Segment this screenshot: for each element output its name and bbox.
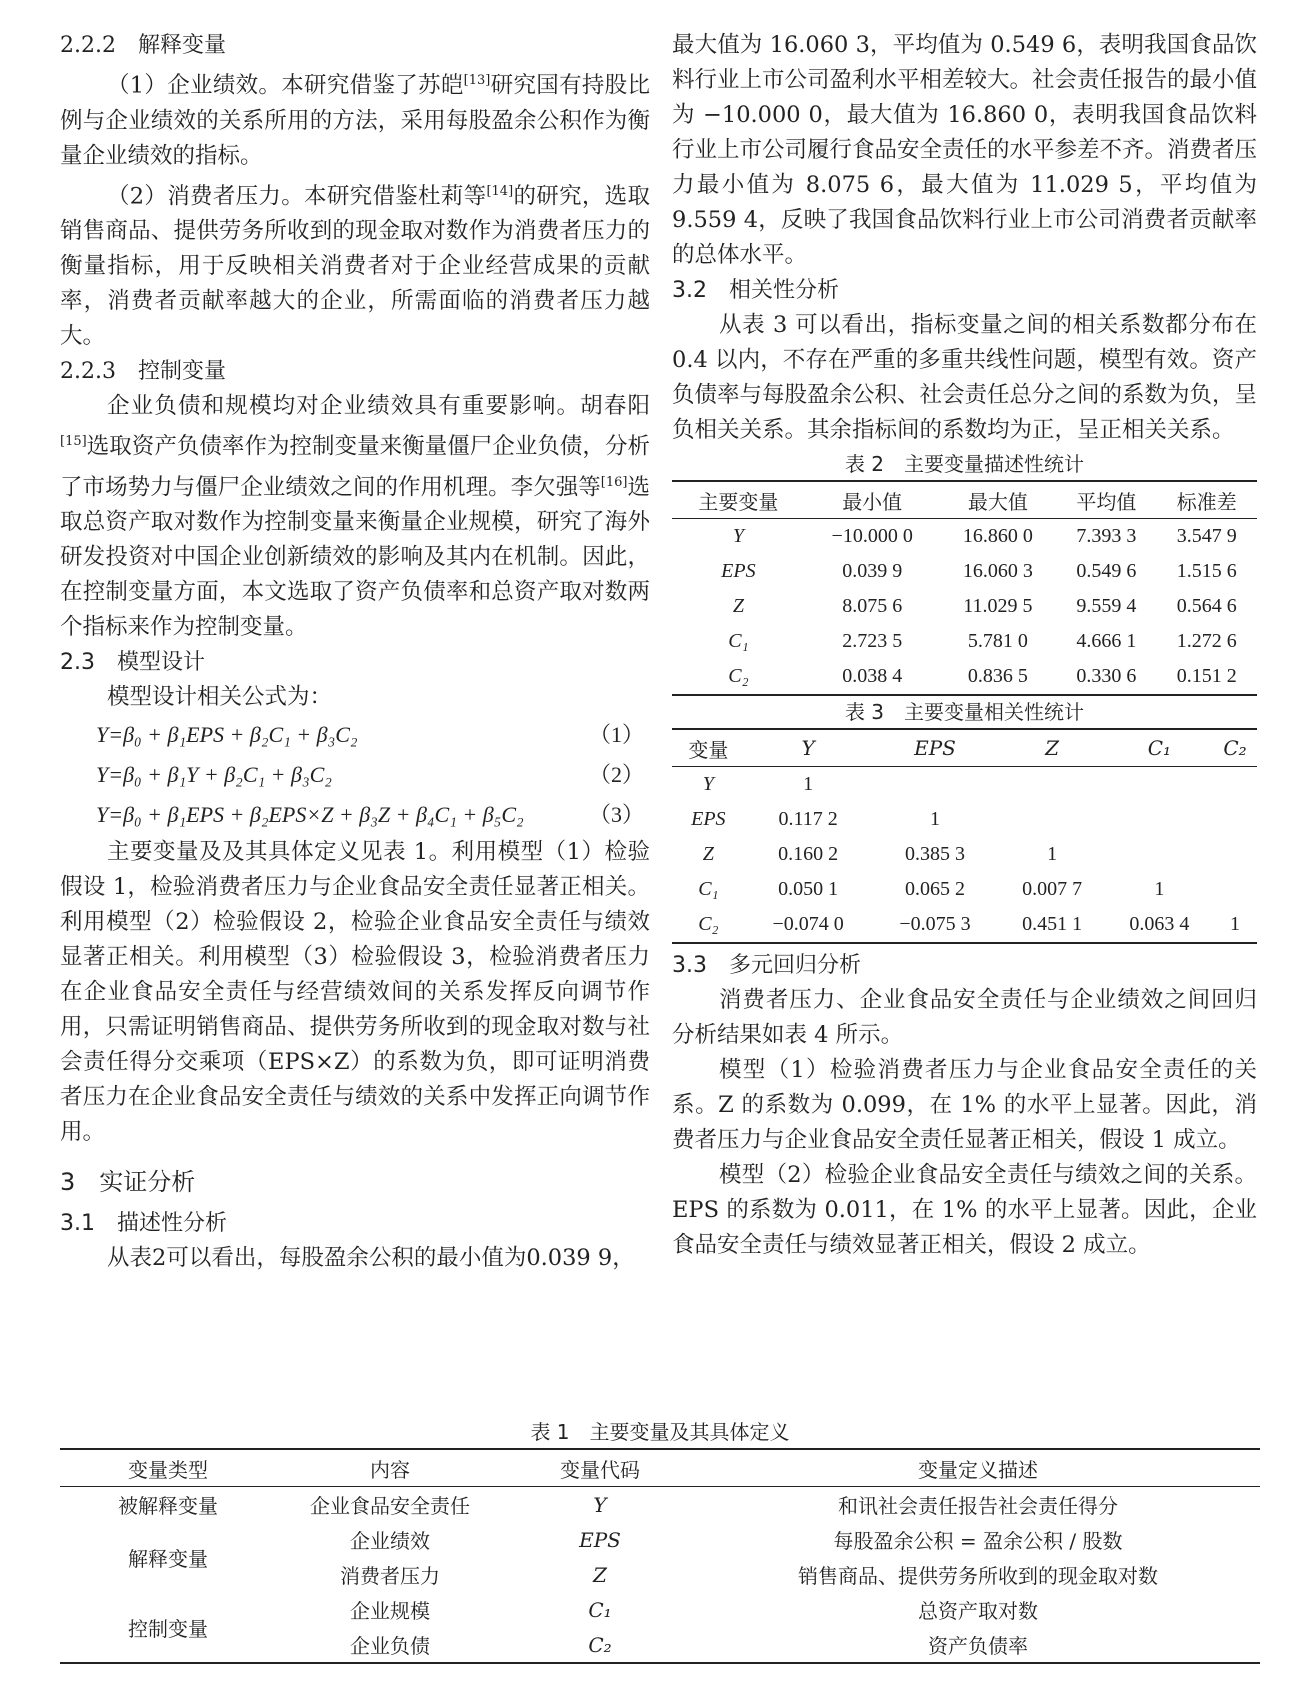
- table-cell: 1.272 6: [1176, 630, 1237, 652]
- table-cell: C₁: [588, 1597, 612, 1622]
- table-cell: EPS: [579, 1527, 621, 1552]
- variable-type-cell: 被解释变量: [118, 1494, 218, 1518]
- table-cell: [998, 767, 1105, 803]
- heading-3-3: 3.3 多元回归分析: [672, 953, 861, 978]
- table-cell: 1: [1230, 913, 1241, 935]
- table-cell: 和讯社会责任报告社会责任得分: [838, 1494, 1118, 1518]
- table1-caption: 表 1 主要变量及其具体定义: [530, 1420, 790, 1444]
- text: 企业负债和规模均对企业绩效具有重要影响。胡春阳: [107, 393, 650, 419]
- citation: [14]: [486, 183, 514, 199]
- table-cell: 0.063 4: [1129, 913, 1190, 935]
- table-cell: 1.515 6: [1176, 560, 1237, 582]
- table-cell: 0.050 1: [778, 878, 839, 900]
- table-cell: C₂: [728, 665, 749, 687]
- column-header: 最大值: [940, 481, 1057, 519]
- heading-3-2: 3.2 相关性分析: [672, 278, 839, 303]
- text: 选取总资产取对数作为控制变量来衡量企业规模，研究了海外研发投资对中国企业创新绩效的影响及其内在机制。因此，在控制变量方面，本文选取了资产负债率和总资产取对数两个指标来作为控制变量。: [60, 474, 650, 640]
- table-cell: 1: [1154, 878, 1165, 900]
- table-row: [672, 554, 1257, 589]
- citation: [13]: [463, 73, 491, 88]
- table-cell: C₁: [728, 630, 749, 652]
- table-cell: 5.781 0: [967, 630, 1028, 652]
- table-cell: 16.860 0: [962, 525, 1033, 547]
- table-cell: 1: [1047, 843, 1058, 865]
- table-cell: 0.039 9: [842, 560, 903, 582]
- table-row: [672, 767, 1257, 803]
- table-cell: EPS: [721, 560, 756, 582]
- table-cell: Y: [593, 1492, 607, 1517]
- table1: [60, 1448, 1260, 1664]
- table-cell: 0.065 2: [904, 878, 965, 900]
- text: 的研究，选取销售商品、提供劳务所收到的现金取对数作为消费者压力的衡量指标，用于反映相关消费者对于企业经营成果的贡献率，消费者贡献率越大的企业，所需面临的消费者压力越大。: [60, 183, 650, 349]
- table-row: [672, 659, 1257, 695]
- heading-3: 3 实证分析: [60, 1168, 196, 1196]
- column-header: Y: [745, 729, 872, 767]
- table-cell: 0.549 6: [1076, 560, 1137, 582]
- table-cell: −0.075 3: [899, 913, 971, 935]
- table-cell: C₂: [698, 913, 719, 935]
- table-cell: 企业规模: [350, 1599, 430, 1623]
- table-row: [672, 907, 1257, 943]
- table-cell: EPS: [691, 808, 726, 830]
- paragraph-model-2: 模型（2）检验企业食品安全责任与绩效之间的关系。EPS 的系数为 0.011，在 1% 的水平上显著。因此，企业食品安全责任与绩效显著正相关，假设 2 成立。: [672, 1162, 1257, 1258]
- table-cell: [1106, 837, 1213, 872]
- table-row: [672, 589, 1257, 624]
- paragraph-correlation: 从表 3 可以看出，指标变量之间的相关系数都分布在 0.4 以内，不存在严重的多重共线性问题，模型有效。资产负债率与每股盈余公积、社会责任总分之间的系数为负，呈负相关关系。其余指标间的系数均为正，呈正相关关系。: [672, 312, 1258, 443]
- table-cell: 企业负债: [350, 1634, 430, 1658]
- table-cell: 企业食品安全责任: [310, 1494, 470, 1518]
- table-cell: 0.151 2: [1176, 665, 1237, 687]
- table-row: [672, 624, 1257, 659]
- table2: [672, 480, 1257, 696]
- table-header-row: [672, 729, 1257, 767]
- table-cell: [872, 767, 999, 803]
- column-header: EPS: [872, 729, 999, 767]
- table-cell: 0.451 1: [1022, 913, 1083, 935]
- paragraph-hypotheses: 主要变量及及其具体定义见表 1。利用模型（1）检验假设 1，检验消费者压力与企业食品安全责任显著正相关。利用模型（2）检验假设 2，检验企业食品安全责任与绩效显著正相关。利用模型（3）检验假设 3，检验消费者压力在企业食品安全责任与经营绩效间的关系发挥反向调节作用，只需证明销售商品、提供劳务所收到的现金取对数与社会责任得分交乘项（EPS×Z）的系数为负，即可证明消费者压力在企业食品安全责任与绩效的关系中发挥正向调节作用。: [60, 839, 650, 1145]
- table-cell: Y: [732, 525, 744, 547]
- equation-text: Y=β₀ + β₁EPS + β₂EPS×Z + β₃Z + β₄C₁ + β₅C₂: [96, 802, 524, 827]
- table-cell: C₂: [588, 1632, 612, 1657]
- equation-text: Y=β₀ + β₁EPS + β₂C₁ + β₃C₂: [96, 722, 358, 747]
- table-cell: 0.038 4: [842, 665, 903, 687]
- table-cell: [1106, 802, 1213, 837]
- equation-number: （3）: [588, 802, 644, 827]
- table-cell: 1: [929, 808, 940, 830]
- table-cell: Y: [702, 773, 714, 795]
- paragraph-model-intro: 模型设计相关公式为：: [107, 684, 333, 710]
- table-cell: 每股盈余公积 = 盈余公积 / 股数: [833, 1529, 1123, 1553]
- equation-1: [60, 715, 650, 755]
- text: 选取资产负债率作为控制变量来衡量僵尸企业负债，分析了市场势力与僵尸企业绩效之间的作用机理。李欠强等: [60, 433, 650, 500]
- column-header: C₁: [1106, 729, 1213, 767]
- table3: [672, 728, 1257, 944]
- table1-block: [60, 1416, 1260, 1664]
- equation-2: [60, 755, 650, 795]
- paragraph-control-variables: [60, 389, 650, 645]
- paragraph-firm-performance: [60, 63, 650, 174]
- column-header: 变量: [672, 729, 745, 767]
- table-header-row: [60, 1449, 1260, 1487]
- table-cell: 0.385 3: [904, 843, 965, 865]
- table-cell: [1213, 767, 1257, 803]
- paragraph-descriptive-cont: 最大值为 16.060 3，平均值为 0.549 6，表明我国食品饮料行业上市公司盈利水平相差较大。社会责任报告的最小值为 −10.000 0，最大值为 16.860 0，表明我国食品饮料行业上市公司履行食品安全责任的水平参差不齐。消费者压力最小值为 8.075 6，最大值为 11.029 5，平均值为 9.559 4，反映了我国食品饮料行业上市公司消费者贡献率的总体水平。: [672, 32, 1258, 268]
- column-header: 变量定义描述: [696, 1449, 1260, 1487]
- table-cell: C₁: [698, 878, 719, 900]
- column-header: 最小值: [805, 481, 940, 519]
- column-header: Z: [998, 729, 1105, 767]
- table-cell: [1213, 802, 1257, 837]
- table-row: [60, 1487, 1260, 1523]
- text: 研究国有持股比例与企业绩效的关系所用的方法，采用每股盈余公积作为衡量企业绩效的指标。: [60, 72, 650, 169]
- table-row: [60, 1592, 1260, 1627]
- column-header: 标准差: [1157, 481, 1257, 519]
- table-cell: Z: [593, 1562, 607, 1587]
- table-row: [672, 802, 1257, 837]
- paragraph-consumer-pressure: [60, 174, 650, 355]
- table-cell: Z: [732, 595, 744, 617]
- table-cell: [1106, 767, 1213, 803]
- table-cell: 3.547 9: [1176, 525, 1237, 547]
- table-cell: 0.160 2: [778, 843, 839, 865]
- variable-type-cell: 控制变量: [128, 1616, 208, 1641]
- column-header: 变量类型: [60, 1449, 276, 1487]
- table-cell: [1213, 872, 1257, 907]
- table-cell: 8.075 6: [842, 595, 903, 617]
- table-row: [672, 837, 1257, 872]
- citation: [15]: [60, 434, 87, 449]
- equation-number: （1）: [588, 722, 644, 747]
- table-cell: 4.666 1: [1076, 630, 1137, 652]
- variable-type-cell: 解释变量: [128, 1546, 208, 1571]
- column-header: 平均值: [1056, 481, 1156, 519]
- table-cell: 0.330 6: [1076, 665, 1137, 687]
- table-cell: 总资产取对数: [918, 1599, 1038, 1623]
- column-header: 内容: [276, 1449, 504, 1487]
- table-cell: 销售商品、提供劳务所收到的现金取对数: [798, 1564, 1158, 1588]
- right-column: [672, 28, 1257, 1263]
- table-cell: 16.060 3: [962, 560, 1033, 582]
- text: （1）企业绩效。本研究借鉴了苏皑: [107, 72, 464, 99]
- heading-2-2-3: 2.2.3 控制变量: [60, 359, 226, 384]
- table-cell: 0.117 2: [778, 808, 838, 830]
- equation-number: （2）: [588, 762, 644, 787]
- table-cell: 资产负债率: [928, 1634, 1028, 1658]
- table-cell: Z: [702, 843, 714, 865]
- text: （2）消费者压力。本研究借鉴杜莉等: [107, 183, 487, 209]
- table-cell: [998, 802, 1105, 837]
- table-header-row: [672, 481, 1257, 519]
- column-header: C₂: [1213, 729, 1257, 767]
- equation-3: [60, 795, 650, 835]
- heading-2-2-2: 2.2.2 解释变量: [60, 33, 226, 58]
- table-cell: 0.007 7: [1022, 878, 1083, 900]
- table-row: [672, 872, 1257, 907]
- table-cell: 11.029 5: [963, 595, 1033, 617]
- table-cell: 7.393 3: [1076, 525, 1137, 547]
- column-header: 变量代码: [504, 1449, 696, 1487]
- column-header: 主要变量: [672, 481, 805, 519]
- citation: [16]: [600, 474, 628, 490]
- table-cell: [1213, 837, 1257, 872]
- table-cell: 9.559 4: [1076, 595, 1137, 617]
- table-cell: −0.074 0: [772, 913, 844, 935]
- equation-text: Y=β₀ + β₁Y + β₂C₁ + β₃C₂: [96, 762, 332, 787]
- left-column: [60, 28, 650, 1276]
- heading-3-1: 3.1 描述性分析: [60, 1211, 227, 1236]
- paragraph-descriptive-start: 从表2可以看出，每股盈余公积的最小值为0.039 9，: [107, 1245, 635, 1271]
- paragraph-regression-intro: 消费者压力、企业食品安全责任与企业绩效之间回归分析结果如表 4 所示。: [672, 987, 1257, 1048]
- table-cell: 0.564 6: [1176, 595, 1237, 617]
- paragraph-model-1: 模型（1）检验消费者压力与企业食品安全责任的关系。Z 的系数为 0.099，在 1% 的水平上显著。因此，消费者压力与企业食品安全责任显著正相关，假设 1 成立。: [672, 1057, 1257, 1153]
- table-cell: 企业绩效: [350, 1529, 430, 1553]
- table-cell: 1: [803, 773, 814, 795]
- table-row: [672, 519, 1257, 555]
- table-cell: −10.000 0: [831, 525, 913, 547]
- table-row: [60, 1522, 1260, 1557]
- table-cell: 消费者压力: [340, 1564, 440, 1588]
- table3-caption: 表 3 主要变量相关性统计: [844, 700, 1085, 724]
- table-cell: 0.836 5: [967, 665, 1028, 687]
- table-cell: 2.723 5: [842, 630, 903, 652]
- heading-2-3: 2.3 模型设计: [60, 650, 205, 675]
- table2-caption: 表 2 主要变量描述性统计: [844, 452, 1085, 476]
